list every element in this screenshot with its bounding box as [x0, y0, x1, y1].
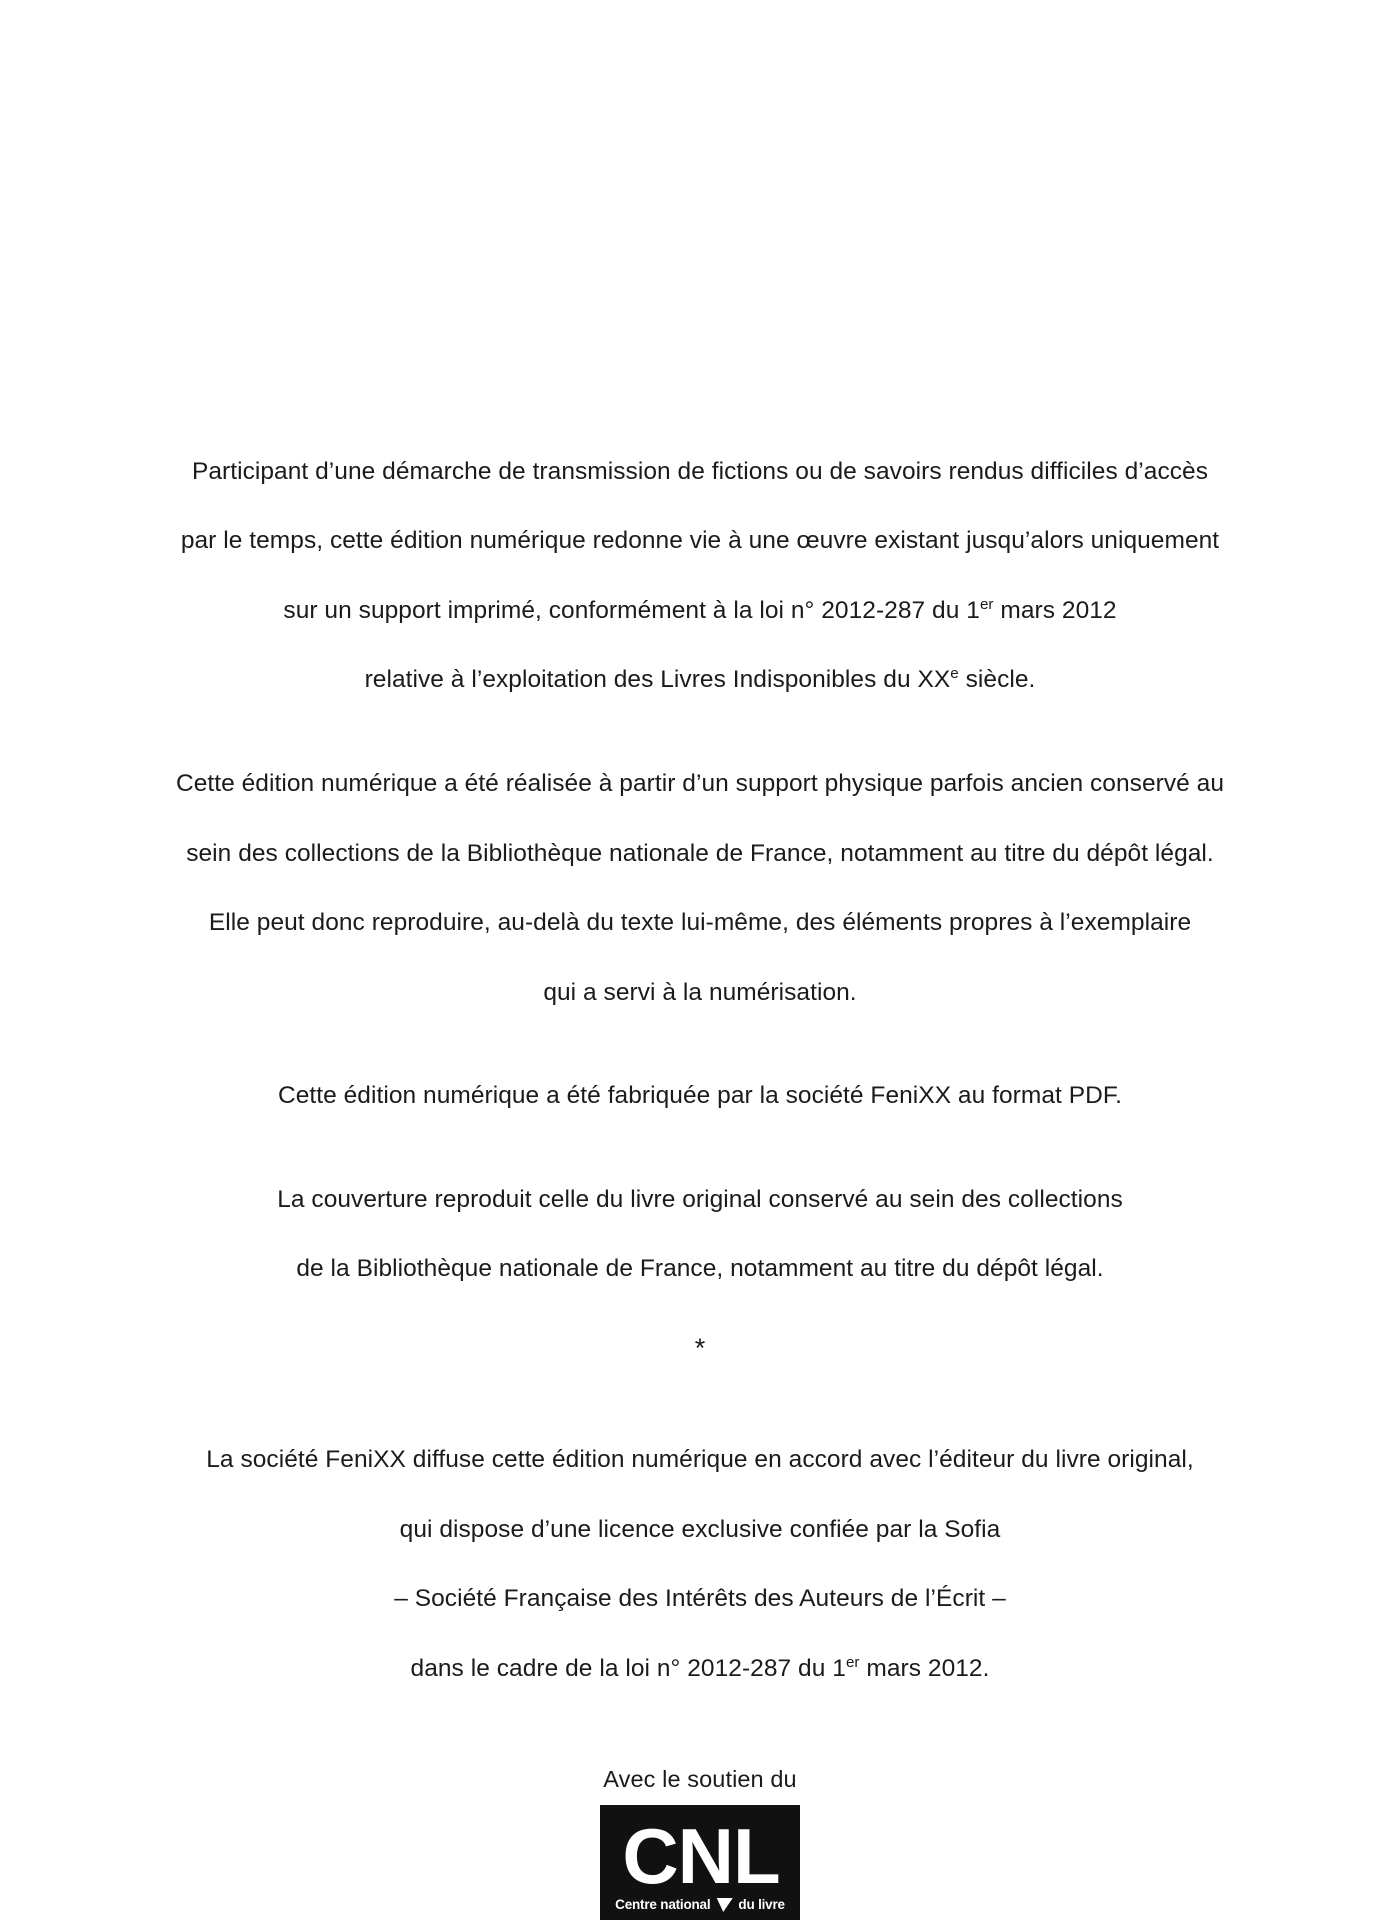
paragraph-line: sur un support imprimé, conformément à la loi n° 2012-287 du 1er mars 2012 [283, 595, 1117, 624]
paragraph-cover-origin [135, 1148, 1265, 1287]
cnl-tagline-left: Centre national [615, 1897, 711, 1913]
paragraph-source-support [135, 732, 1265, 1010]
section-separator-asterisk: * [694, 1333, 706, 1364]
paragraph-line: sein des collections de la Bibliothèque nationale de France, notamment au titre du dépôt légal. [186, 839, 1214, 867]
cnl-letter-c: C [622, 1812, 678, 1901]
cnl-triangle-icon [716, 1898, 733, 1912]
paragraph-line: Cette édition numérique a été réalisée à partir d’un support physique parfois ancien conservé au [175, 770, 1225, 798]
paragraph-line: relative à l’exploitation des Livres Indisponibles du XXe siècle. [364, 665, 1036, 694]
paragraph-digital-edition-purpose [135, 420, 1265, 698]
support-label: Avec le soutien du [603, 1766, 797, 1793]
cnl-logo-tagline [600, 1891, 800, 1920]
paragraph-line: – Société Française des Intérêts des Auteurs de l’Écrit – [394, 1585, 1006, 1613]
paragraph-line: Elle peut donc reproduire, au-delà du texte lui-même, des éléments propres à l’exemplaire [208, 909, 1192, 937]
cnl-letter-l: L [733, 1812, 780, 1901]
paragraph-line: La couverture reproduit celle du livre original conservé au sein des collections [277, 1185, 1123, 1213]
paragraph-line: Cette édition numérique a été fabriquée par la société FeniXX au format PDF. [277, 1082, 1123, 1110]
paragraph-line: Participant d’une démarche de transmission de fictions ou de savoirs rendus difficiles d’accès [191, 457, 1209, 485]
legal-notice-block [0, 420, 1400, 1920]
support-section [600, 1766, 800, 1920]
cnl-logo [600, 1805, 800, 1920]
paragraph-distribution-rights [135, 1408, 1265, 1686]
paragraph-line: qui a servi à la numérisation. [543, 978, 857, 1006]
paragraph-manufacturer [135, 1045, 1265, 1115]
paragraph-line: La société FeniXX diffuse cette édition numérique en accord avec l’éditeur du livre original, [206, 1445, 1194, 1473]
cnl-logo-letters [600, 1805, 800, 1901]
paragraph-line: dans le cadre de la loi n° 2012-287 du 1er mars 2012. [410, 1653, 990, 1682]
cnl-letter-n: N [677, 1812, 734, 1901]
paragraph-line: qui dispose d’une licence exclusive confiée par la Sofia [399, 1515, 1001, 1543]
cnl-tagline-right: du livre [738, 1897, 785, 1913]
paragraph-line: par le temps, cette édition numérique redonne vie à une œuvre existant jusqu’alors uniquement [180, 527, 1220, 555]
paragraph-line: de la Bibliothèque nationale de France, notamment au titre du dépôt légal. [296, 1255, 1104, 1283]
